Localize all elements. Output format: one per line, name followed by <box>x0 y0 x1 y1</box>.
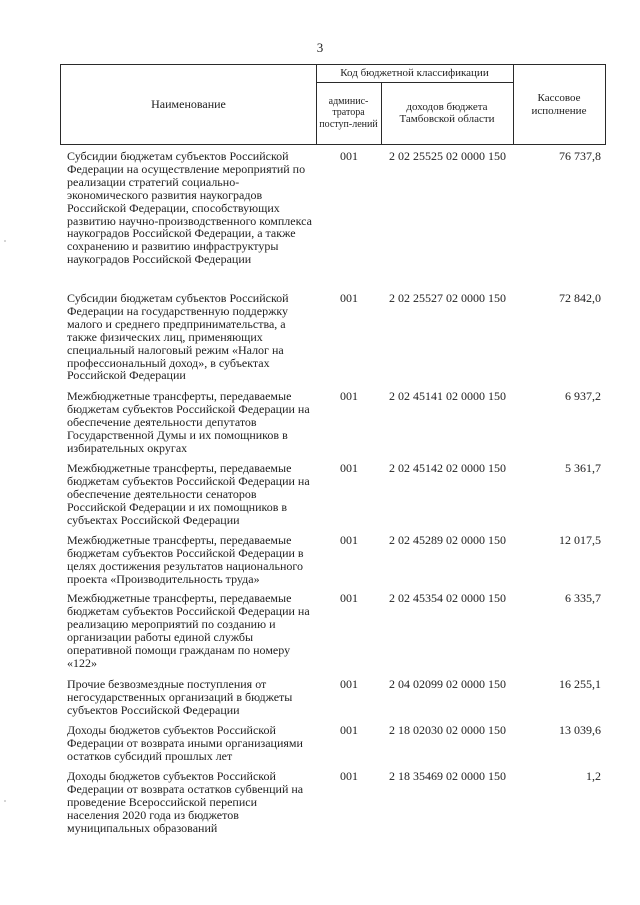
scan-mark <box>4 800 6 802</box>
row-name: Прочие безвозмездные поступления от негосударственных организаций в бюджеты субъектов Российской Федерации <box>67 677 293 717</box>
row-income-code: 2 18 02030 02 0000 150 <box>389 723 506 737</box>
row-amount: 1,2 <box>586 769 601 783</box>
row-name: Межбюджетные трансферты, передаваемые бюджетам субъектов Российской Федерации в целях достижения результатов национального проекта «Производительность труда» <box>67 533 304 586</box>
row-name: Субсидии бюджетам субъектов Российской Федерации на осуществление мероприятий по реализации стратегий социально-экономического развития наукоградов Российской Федерации, способствующих развитию научно-производственного комплекса наукоградов Российской Федерации, а также сохранению и развитию инфраструктуры наукоградов Российской Федерации <box>67 149 312 267</box>
row-admin-code: 001 <box>340 533 358 547</box>
row-admin-code: 001 <box>340 769 358 783</box>
row-income-code: 2 02 25525 02 0000 150 <box>389 149 506 163</box>
header-name: Наименование <box>60 64 317 145</box>
row-amount: 5 361,7 <box>565 461 601 475</box>
row-admin-code: 001 <box>340 461 358 475</box>
row-amount: 76 737,8 <box>559 149 601 163</box>
row-amount: 13 039,6 <box>559 723 601 737</box>
row-income-code: 2 04 02099 02 0000 150 <box>389 677 506 691</box>
row-name: Межбюджетные трансферты, передаваемые бюджетам субъектов Российской Федерации на обеспечение деятельности депутатов Государственной Думы и их помощников в избирательных округах <box>67 389 310 455</box>
row-name: Доходы бюджетов субъектов Российской Федерации от возврата остатков субвенций на проведение Всероссийской переписи населения 2020 года из бюджетов муниципальных образований <box>67 769 304 835</box>
header-income: доходов бюджета Тамбовской области <box>381 82 514 145</box>
row-admin-code: 001 <box>340 723 358 737</box>
row-name: Доходы бюджетов субъектов Российской Федерации от возврата иными организациями остатков субсидий прошлых лет <box>67 723 303 763</box>
row-name: Субсидии бюджетам субъектов Российской Федерации на государственную поддержку малого и среднего предпринимательства, а также физических лиц, применяющих специальный налоговый режим «Налог на профессиональный доход», в субъектах Российской Федерации <box>67 291 289 383</box>
row-amount: 16 255,1 <box>559 677 601 691</box>
row-income-code: 2 02 25527 02 0000 150 <box>389 291 506 305</box>
row-name: Межбюджетные трансферты, передаваемые бюджетам субъектов Российской Федерации на обеспечение деятельности сенаторов Российской Федерации и их помощников в субъектах Российской Федерации <box>67 461 310 527</box>
header-execution: Кассовое исполнение <box>513 64 606 145</box>
scan-mark <box>4 240 6 242</box>
header-code-group: Код бюджетной классификации <box>316 64 514 83</box>
row-income-code: 2 02 45141 02 0000 150 <box>389 389 506 403</box>
row-admin-code: 001 <box>340 389 358 403</box>
page-number: 3 <box>316 40 324 55</box>
row-amount: 6 937,2 <box>565 389 601 403</box>
row-income-code: 2 02 45289 02 0000 150 <box>389 533 506 547</box>
row-admin-code: 001 <box>340 149 358 163</box>
row-admin-code: 001 <box>340 677 358 691</box>
header-admin: админис-тратора поступ-лений <box>316 82 382 145</box>
row-name: Межбюджетные трансферты, передаваемые бюджетам субъектов Российской Федерации на реализацию мероприятий по созданию и организации работы единой службы оперативной помощи гражданам по номеру «122» <box>67 591 310 670</box>
row-amount: 12 017,5 <box>559 533 601 547</box>
row-amount: 72 842,0 <box>559 291 601 305</box>
row-amount: 6 335,7 <box>565 591 601 605</box>
row-admin-code: 001 <box>340 591 358 605</box>
row-income-code: 2 02 45142 02 0000 150 <box>389 461 506 475</box>
row-admin-code: 001 <box>340 291 358 305</box>
row-income-code: 2 18 35469 02 0000 150 <box>389 769 506 783</box>
row-income-code: 2 02 45354 02 0000 150 <box>389 591 506 605</box>
